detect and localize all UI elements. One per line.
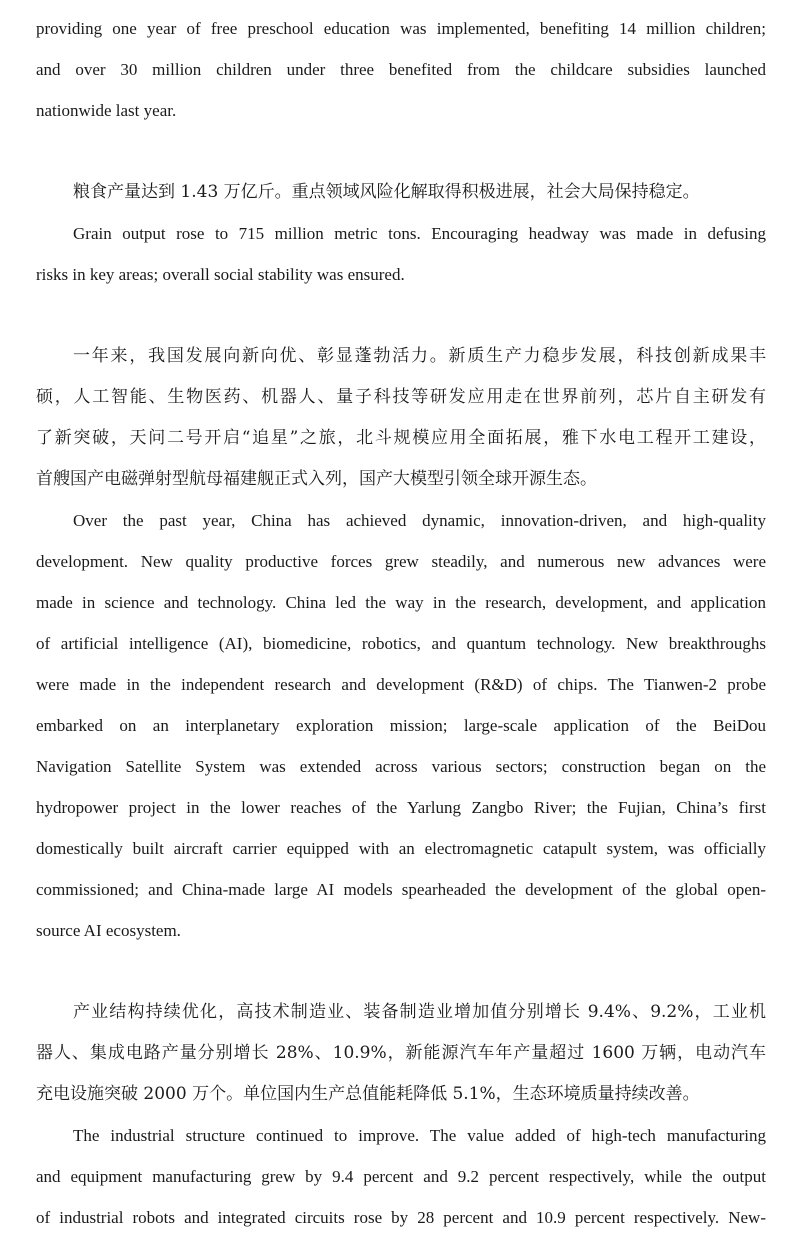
- paragraph-en-grain: [36, 213, 766, 295]
- text-line: Navigation Satellite System was extended across various sectors; construction began on the: [36, 757, 766, 776]
- text-line: 一年来，我国发展向新向优、彰显蓬勃活力。新质生产力稳步发展，科技创新成果丰: [73, 346, 766, 366]
- text-line: made in science and technology. China led the way in the research, development, and application: [36, 593, 766, 612]
- text-line: 产业结构持续优化，高技术制造业、装备制造业增加值分别增长 9.4%、9.2%，工业机: [73, 1002, 766, 1022]
- text-line: The industrial structure continued to improve. The value added of high-tech manufacturing: [73, 1126, 766, 1145]
- document-page: [36, 8, 766, 1238]
- text-line: of artificial intelligence (AI), biomedicine, robotics, and quantum technology. New breakthroughs: [36, 634, 766, 653]
- text-line: of industrial robots and integrated circuits rose by 28 percent and 10.9 percent respectively. New-: [36, 1208, 766, 1227]
- text-line: domestically built aircraft carrier equipped with an electromagnetic catapult system, was officially: [36, 839, 766, 858]
- paragraph-zh-industry: [36, 992, 766, 1115]
- text-line: 了新突破，天问二号开启“追星”之旅，北斗规模应用全面拓展，雅下水电工程开工建设，: [36, 428, 766, 448]
- text-line: were made in the independent research and development (R&D) of chips. The Tianwen-2 probe: [36, 675, 766, 694]
- paragraph-zh-grain: [36, 172, 766, 213]
- text-line: Grain output rose to 715 million metric tons. Encouraging headway was made in defusing: [73, 224, 766, 243]
- paragraph-en-industry: [36, 1115, 766, 1238]
- text-line: source AI ecosystem.: [36, 921, 181, 940]
- paragraph-zh-development: [36, 336, 766, 500]
- paragraph-en-continuation: [36, 8, 766, 131]
- text-line: and equipment manufacturing grew by 9.4 percent and 9.2 percent respectively, while the output: [36, 1167, 766, 1186]
- text-line: Over the past year, China has achieved dynamic, innovation-driven, and high-quality: [73, 511, 766, 530]
- paragraph-gap: [36, 295, 766, 336]
- text-line: 首艘国产电磁弹射型航母福建舰正式入列，国产大模型引领全球开源生态。: [36, 469, 597, 489]
- text-line: 硕，人工智能、生物医药、机器人、量子科技等研发应用走在世界前列，芯片自主研发有: [36, 387, 766, 407]
- paragraph-gap: [36, 131, 766, 172]
- text-line: nationwide last year.: [36, 101, 177, 120]
- paragraph-gap: [36, 951, 766, 992]
- text-line: risks in key areas; overall social stability was ensured.: [36, 265, 405, 284]
- paragraph-en-development: [36, 500, 766, 951]
- text-line: and over 30 million children under three benefited from the childcare subsidies launched: [36, 60, 766, 79]
- text-line: embarked on an interplanetary exploration mission; large-scale application of the BeiDou: [36, 716, 766, 735]
- text-line: providing one year of free preschool education was implemented, benefiting 14 million children;: [36, 19, 766, 38]
- text-line: 充电设施突破 2000 万个。单位国内生产总值能耗降低 5.1%，生态环境质量持续改善。: [36, 1084, 700, 1104]
- text-line: 粮食产量达到 1.43 万亿斤。重点领域风险化解取得积极进展，社会大局保持稳定。: [73, 182, 700, 202]
- text-line: hydropower project in the lower reaches of the Yarlung Zangbo River; the Fujian, China’s first: [36, 798, 766, 817]
- text-line: commissioned; and China-made large AI models spearheaded the development of the global open-: [36, 880, 766, 899]
- text-line: development. New quality productive forces grew steadily, and numerous new advances were: [36, 552, 766, 571]
- text-line: 器人、集成电路产量分别增长 28%、10.9%，新能源汽车年产量超过 1600 万辆，电动汽车: [36, 1043, 766, 1063]
